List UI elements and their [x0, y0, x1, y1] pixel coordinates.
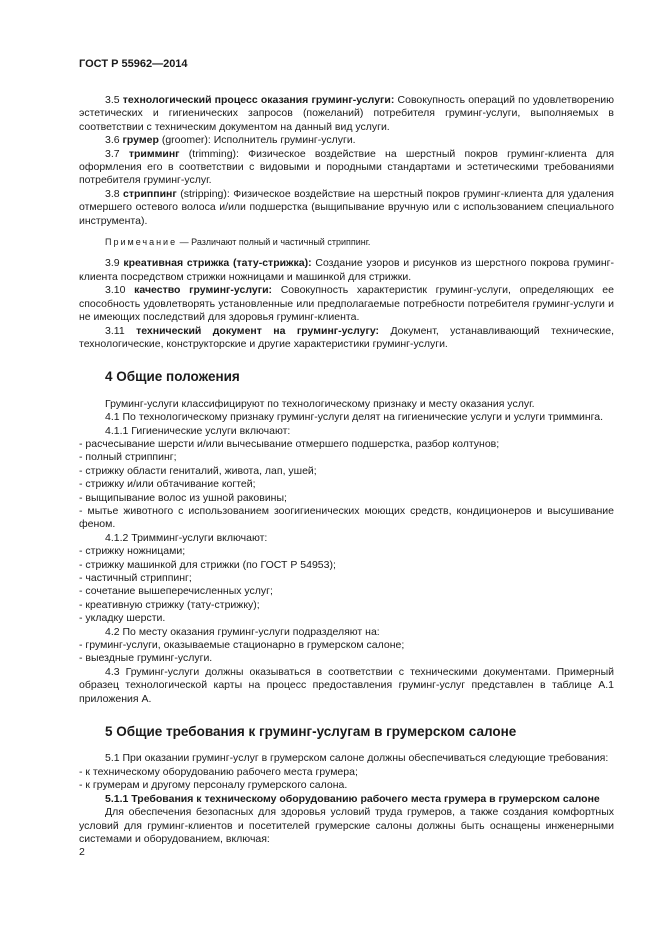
body-line: 4.1.1 Гигиенические услуги включают: [105, 424, 291, 437]
subsection-5-1-1-text: Для обеспечения безопасных для здоровья условий труда грумеров, а также создания комфортных условий для груминг-клиентов и посетителей грумерские салоны должны быть оснащены инженерными системами и оборудованием, включая: [79, 806, 614, 845]
body-line: 4.1.2 Тримминг-услуги включают: [105, 531, 268, 544]
body-line: 4.1 По технологическому признаку груминг-услуги делят на гигиенические услуги и услуги тримминга. [105, 411, 604, 424]
body-line: - стрижку области гениталий, живота, лап, ушей; [79, 464, 317, 477]
body-line: - стрижку ножницами; [79, 545, 186, 558]
note-text: — Различают полный и частичный стриппинг. [179, 237, 371, 248]
note [105, 236, 614, 249]
body-line: - полный стриппинг; [79, 451, 177, 464]
body-line: - креативную стрижку (тату-стрижку); [79, 598, 260, 611]
terms-section-a [79, 94, 614, 228]
section-4-body [79, 398, 614, 706]
body-line: Груминг-услуги классифицируют по технологическому признаку и месту оказания услуг. [105, 397, 535, 410]
term-3-11: 3.11 технический документ на груминг-услугу: Документ, устанавливающий технические, технологические, конструкторские и другие характеристики груминг-услуги. [79, 324, 614, 350]
section-5-heading: 5 Общие требования к груминг-услугам в грумерском салоне [105, 724, 517, 740]
body-line: - к техническому оборудованию рабочего места грумера; [79, 765, 358, 778]
body-line: - расчесывание шерсти и/или вычесывание отмершего подшерстка, разбор колтунов; [79, 437, 500, 450]
term-3-7: 3.7 тримминг (trimming): Физическое воздействие на шерстный покров груминг-клиента для оформления его в соответствии с видовыми и породными стандартами и эстетическими требованиями потребителя груминг-услуг. [79, 147, 615, 187]
body-line: - выездные груминг-услуги. [79, 652, 213, 665]
page-number: 2 [79, 846, 85, 858]
body-line: - частичный стриппинг; [79, 572, 192, 584]
body-line: - выщипывание волос из ушной раковины; [79, 491, 287, 504]
term-3-8: 3.8 стриппинг (stripping): Физическое воздействие на шерстный покров груминг-клиента для удаления отмершего остевого волоса и/или подшерстка (выщипывание вручную или с использованием специального инструмента). [79, 187, 614, 227]
section-4-heading: 4 Общие положения [105, 369, 240, 385]
body-line: - к грумерам и другому персоналу грумерского салона. [79, 779, 348, 792]
terms-section-b [79, 257, 614, 351]
term-3-5: 3.5 технологический процесс оказания груминг-услуги: Совокупность операций по удовлетворению эстетических и гигиенических запросов (пожеланий) потребителя груминг-услуги, выполняемых в соответствии с техническим документом на данный вид услуги. [79, 94, 614, 133]
note-label: Примечание [105, 237, 178, 248]
body-line: 4.3 Груминг-услуги должны оказываться в соответствии с техническими документами. Примерный образец технологической карты на процесс предоставления груминг-услуг представлен в таблице А.1 приложения А. [79, 665, 614, 705]
body-line: - мытье животного с использованием зоогигиенических моющих средств, кондиционеров и высушивание феном. [79, 504, 614, 531]
doc-header: ГОСТ Р 55962—2014 [79, 58, 188, 70]
body-line: - укладку шерсти. [79, 612, 166, 625]
term-3-10: 3.10 качество груминг-услуги: Совокупность характеристик груминг-услуги, определяющих ее способность удовлетворять установленные или предполагаемые потребности потребителя груминг-услуги и не имеющих последствий для здоровья груминг-клиента. [79, 284, 614, 324]
term-3-9: 3.9 креативная стрижка (тату-стрижка): Создание узоров и рисунков из шерстного покрова груминг-клиента посредством стрижки ножницами и машинкой для стрижки. [79, 257, 614, 283]
term-3-6: 3.6 грумер (groomer): Исполнитель груминг-услуги. [105, 134, 356, 147]
subsection-5-1-1-title: 5.1.1 Требования к техническому оборудованию рабочего места грумера в грумерском салоне [105, 792, 600, 805]
body-line: - стрижку и/или обтачивание когтей; [79, 478, 256, 491]
body-line: - груминг-услуги, оказываемые стационарно в грумерском салоне; [79, 639, 405, 652]
body-line: 5.1 При оказании груминг-услуг в грумерском салоне должны обеспечиваться следующие требования: [105, 752, 609, 765]
body-line: - стрижку машинкой для стрижки (по ГОСТ Р 54953); [79, 558, 336, 571]
body-line: - сочетание вышеперечисленных услуг; [79, 585, 273, 598]
document-body [79, 94, 614, 846]
body-line: 4.2 По месту оказания груминг-услуги подразделяют на: [105, 625, 380, 638]
section-5-body [79, 752, 614, 792]
